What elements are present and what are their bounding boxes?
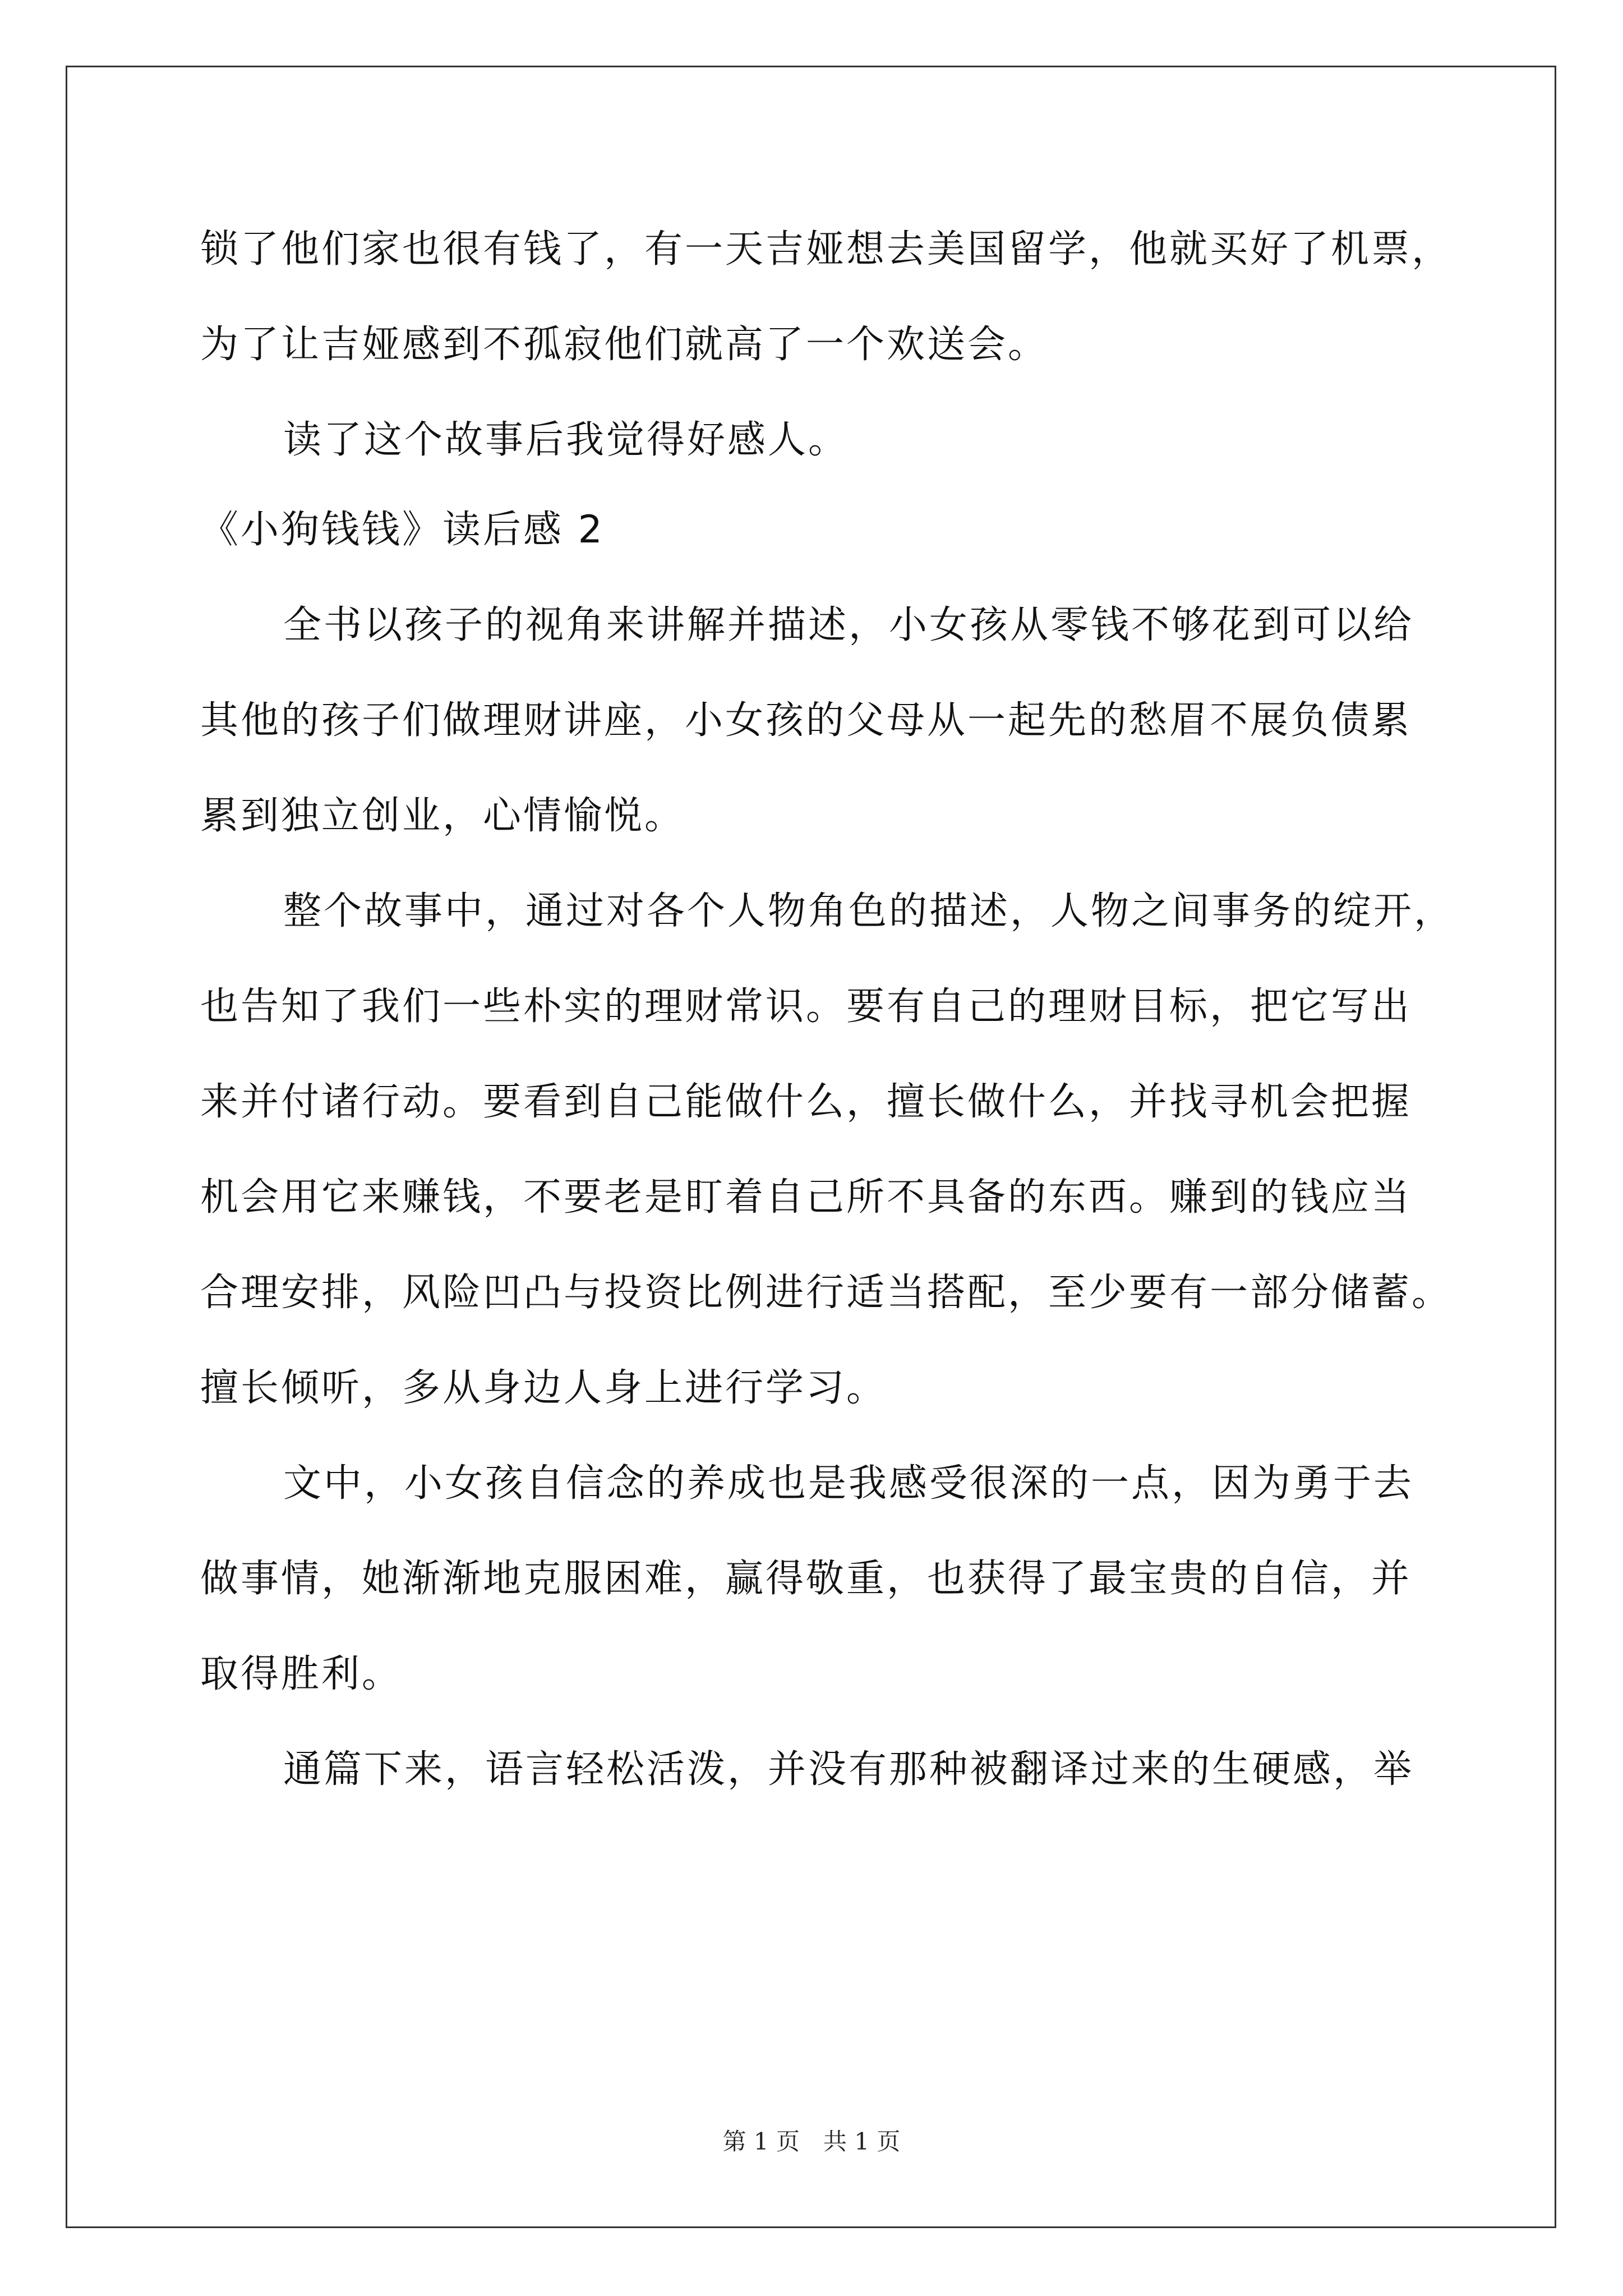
text-line: 来并付诸行动。要看到自己能做什么，擅长做什么，并找寻机会把握 (200, 1080, 1412, 1124)
section-heading: 《小狗钱钱》读后感 2 (200, 508, 605, 552)
text-line: 取得胜利。 (200, 1652, 403, 1696)
text-line: 读了这个故事后我觉得好感人。 (283, 418, 849, 462)
text-line: 为了让吉娅感到不孤寂他们就高了一个欢送会。 (200, 323, 1049, 367)
text-line: 累到独立创业，心情愉悦。 (200, 794, 685, 838)
text-line: 做事情，她渐渐地克服困难，赢得敬重，也获得了最宝贵的自信，并 (200, 1557, 1412, 1601)
text-line: 也告知了我们一些朴实的理财常识。要有自己的理财目标，把它写出 (200, 984, 1412, 1029)
text-line: 擅长倾听，多从身边人身上进行学习。 (200, 1366, 887, 1410)
text-line: 文中，小女孩自信念的养成也是我感受很深的一点，因为勇于去 (283, 1461, 1414, 1506)
text-line: 其他的孩子们做理财讲座，小女孩的父母从一起先的愁眉不展负债累 (200, 698, 1412, 743)
text-line: 通篇下来，语言轻松活泼，并没有那种被翻译过来的生硬感，举 (283, 1747, 1414, 1792)
text-line: 整个故事中，通过对各个人物角色的描述，人物之间事务的绽开， (283, 889, 1455, 933)
text-line: 锁了他们家也很有钱了，有一天吉娅想去美国留学，他就买好了机票， (200, 227, 1453, 272)
text-line: 合理安排，风险凹凸与投资比例进行适当搭配，至少要有一部分储蓄。 (200, 1271, 1453, 1315)
text-line: 机会用它来赚钱，不要老是盯着自己所不具备的东西。赚到的钱应当 (200, 1175, 1412, 1220)
page-footer: 第 1 页 共 1 页 (722, 2128, 901, 2155)
text-line: 全书以孩子的视角来讲解并描述，小女孩从零钱不够花到可以给 (283, 603, 1414, 647)
page-border (66, 66, 1556, 2228)
